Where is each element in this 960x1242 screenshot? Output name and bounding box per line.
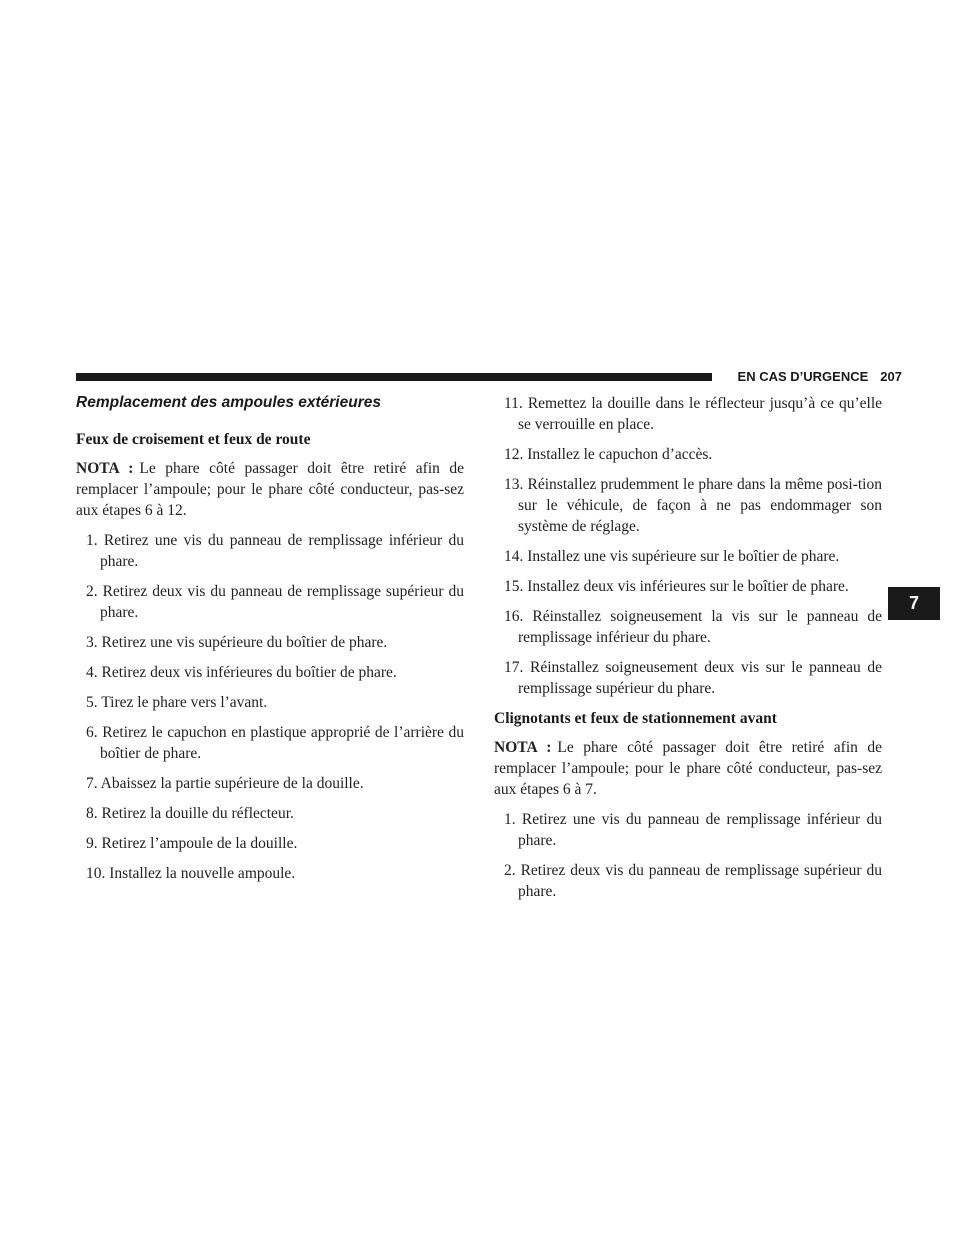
list-item: 13. Réinstallez prudemment le phare dans la même posi-tion sur le véhicule, de façon à ne pas endommager son système de réglage. xyxy=(504,476,882,535)
header-section-title: EN CAS D’URGENCE xyxy=(737,368,869,384)
list-item: 15. Installez deux vis inférieures sur le boîtier de phare. xyxy=(504,578,849,595)
list-item: 16. Réinstallez soigneusement la vis sur le panneau de remplissage inférieur du phare. xyxy=(504,608,882,646)
note-text-2: Le phare côté passager doit être retiré afin de remplacer l’ampoule; pour le phare côté conducteur, pas-sez aux étapes 6 à 7. xyxy=(494,739,882,798)
section-title: Remplacement des ampoules extérieures xyxy=(76,394,381,411)
list-item: 12. Installez le capuchon d’accès. xyxy=(504,446,713,463)
note-text: Le phare côté passager doit être retiré afin de remplacer l’ampoule; pour le phare côté conducteur, pas-sez aux étapes 6 à 12. xyxy=(76,460,464,519)
steps-list-part2 xyxy=(494,809,882,902)
right-column xyxy=(494,393,882,911)
list-item: 2. Retirez deux vis du panneau de remplissage supérieur du phare. xyxy=(86,583,464,621)
running-header xyxy=(720,367,902,385)
list-item: 8. Retirez la douille du réflecteur. xyxy=(86,805,294,822)
list-item: 5. Tirez le phare vers l’avant. xyxy=(86,694,268,711)
steps-list-right xyxy=(494,393,882,699)
header-rule xyxy=(76,373,712,381)
subheading-turn-signals: Clignotants et feux de stationnement avant xyxy=(494,710,777,727)
list-item: 17. Réinstallez soigneusement deux vis sur le panneau de remplissage supérieur du phare. xyxy=(504,659,883,697)
list-item: 7. Abaissez la partie supérieure de la douille. xyxy=(86,775,364,792)
list-item: 3. Retirez une vis supérieure du boîtier de phare. xyxy=(86,634,388,651)
list-item: 1. Retirez une vis du panneau de remplissage inférieur du phare. xyxy=(504,811,882,849)
note-label-2: NOTA : xyxy=(494,739,552,756)
chapter-tab: 7 xyxy=(888,587,940,620)
list-item: 11. Remettez la douille dans le réflecteur jusqu’à ce qu’elle se verrouille en place. xyxy=(504,395,883,433)
note-label: NOTA : xyxy=(76,460,134,477)
list-item: 4. Retirez deux vis inférieures du boîtier de phare. xyxy=(86,664,397,681)
list-item: 2. Retirez deux vis du panneau de remplissage supérieur du phare. xyxy=(504,862,882,900)
list-item: 10. Installez la nouvelle ampoule. xyxy=(86,865,296,882)
note-paragraph-2 xyxy=(494,737,882,800)
steps-list-left xyxy=(76,530,464,884)
list-item: 9. Retirez l’ampoule de la douille. xyxy=(86,835,298,852)
subheading-headlights: Feux de croisement et feux de route xyxy=(76,431,311,448)
left-column xyxy=(76,393,464,893)
list-item: 14. Installez une vis supérieure sur le boîtier de phare. xyxy=(504,548,840,565)
note-paragraph xyxy=(76,458,464,521)
list-item: 1. Retirez une vis du panneau de remplissage inférieur du phare. xyxy=(86,532,464,570)
list-item: 6. Retirez le capuchon en plastique approprié de l’arrière du boîtier de phare. xyxy=(86,724,464,762)
page-number: 207 xyxy=(880,368,902,384)
